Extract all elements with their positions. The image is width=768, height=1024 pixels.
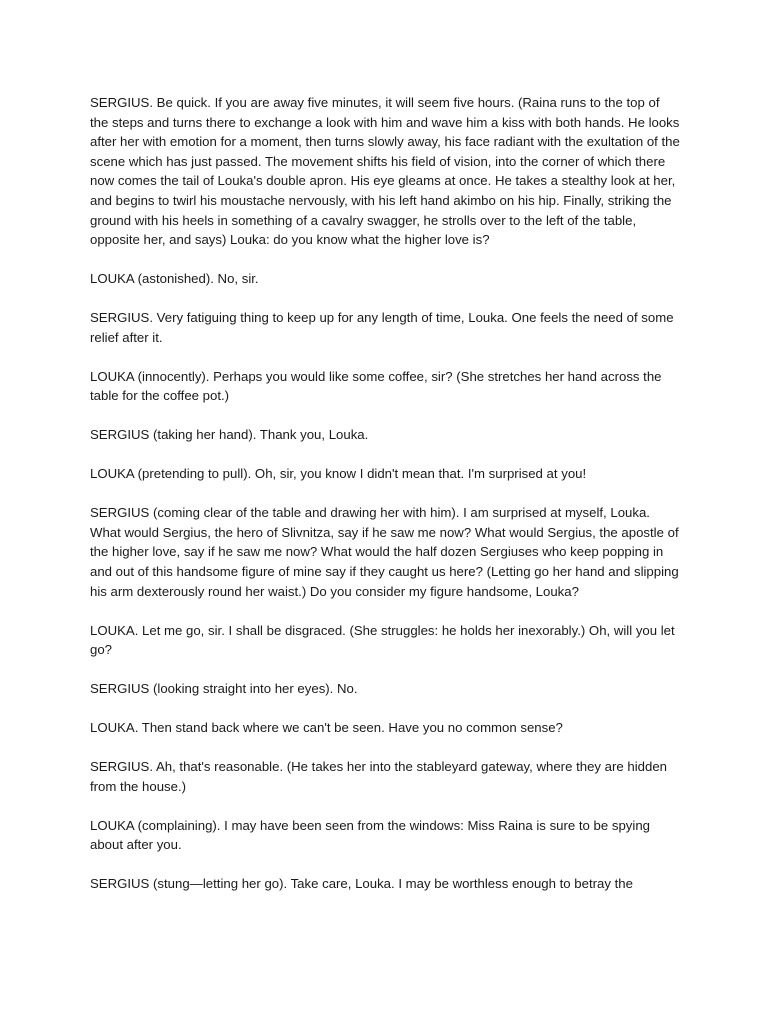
paragraph-1: SERGIUS. Be quick. If you are away five minutes, it will seem five hours. (Raina runs to the top of the steps and turns there to exchange a look with him and wave him a kiss with both hands. He looks after her with emotion for a moment, then turns slowly away, his face radiant with the exultation of the scene which has just passed. The movement shifts his field of vision, into the corner of which there now comes the tail of Louka's double apron. His eye gleams at once. He takes a stealthy look at her, and begins to twirl his moustache nervously, with his left hand akimbo on his hip. Finally, striking the ground with his heels in something of a cavalry swagger, he strolls over to the left of the table, opposite her, and says) Louka: do you know what the higher love is? <box>90 95 680 248</box>
paragraph-8: LOUKA. Let me go, sir. I shall be disgraced. (She struggles: he holds her inexorably.) Oh, will you let go? <box>90 622 675 658</box>
paragraph-12: LOUKA (complaining). I may have been seen from the windows: Miss Raina is sure to be spying about after you. <box>90 817 650 853</box>
paragraph-5: SERGIUS (taking her hand). Thank you, Louka. <box>90 427 369 443</box>
paragraph-11: SERGIUS. Ah, that's reasonable. (He takes her into the stableyard gateway, where they are hidden from the house.) <box>90 759 667 794</box>
paragraph-3: SERGIUS. Very fatiguing thing to keep up for any length of time, Louka. One feels the need of some relief after it. <box>90 310 674 345</box>
paragraph-7: SERGIUS (coming clear of the table and drawing her with him). I am surprised at myself, Louka. What would Sergius, the hero of Slivnitza, say if he saw me now? What would Sergius, the apostle of the higher love, say if he saw me now? What would the half dozen Sergiuses who keep popping in and out of this handsome figure of mine say if they caught us here? (Letting go her hand and slipping his arm dexterously round her waist.) Do you consider my figure handsome, Louka? <box>90 505 679 599</box>
paragraph-9: SERGIUS (looking straight into her eyes). No. <box>90 681 358 697</box>
paragraph-10: LOUKA. Then stand back where we can't be seen. Have you no common sense? <box>90 720 563 736</box>
document-page <box>90 93 680 913</box>
paragraph-13: SERGIUS (stung—letting her go). Take care, Louka. I may be worthless enough to betray the <box>90 876 633 892</box>
paragraph-4: LOUKA (innocently). Perhaps you would like some coffee, sir? (She stretches her hand across the table for the coffee pot.) <box>90 368 662 404</box>
paragraph-2: LOUKA (astonished). No, sir. <box>90 271 259 287</box>
paragraph-6: LOUKA (pretending to pull). Oh, sir, you know I didn't mean that. I'm surprised at you! <box>90 466 587 482</box>
